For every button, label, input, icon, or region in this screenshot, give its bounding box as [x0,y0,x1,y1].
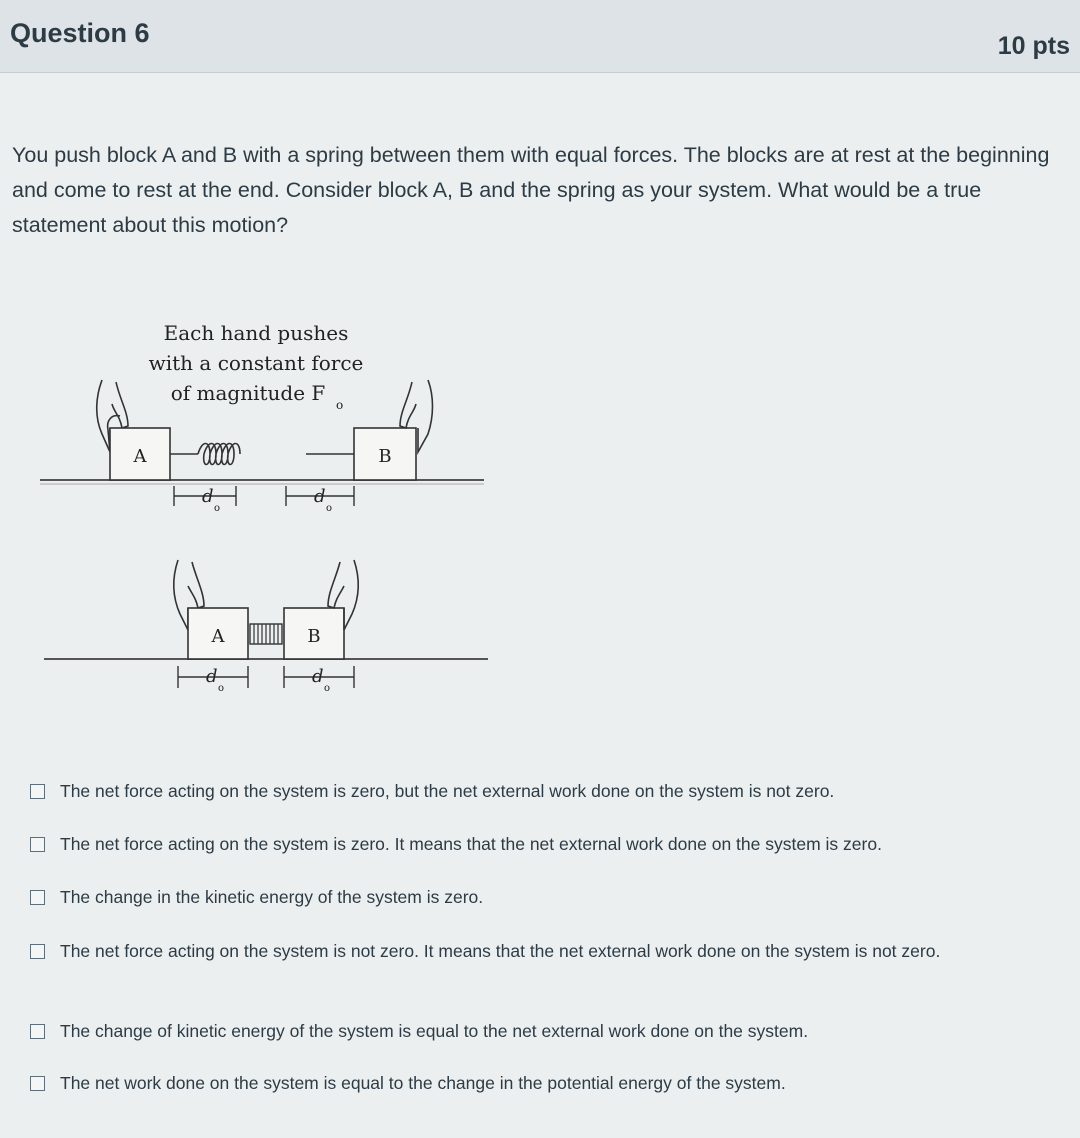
answer-label-2: The net force acting on the system is zero. It means that the net external work done on the system is zero. [60,834,882,854]
answer-option-2[interactable] [30,833,882,855]
figure-caption-line1: Each hand pushes [163,321,349,345]
answer-label-4: The net force acting on the system is not zero. It means that the net external work done on the system is not zero. [60,941,941,961]
figure-caption-line3: of magnitude F [170,381,326,405]
checkbox-5[interactable] [30,1024,45,1039]
question-text: You push block A and B with a spring between them with equal forces. The blocks are at rest at the beginning and come to rest at the end. Consider block A, B and the spring as your system. What would be a true statement about this motion? [12,143,1050,237]
answer-label-5: The change of kinetic energy of the system is equal to the net external work done on the system. [60,1021,809,1041]
distance-sub-bottom-left: o [218,683,225,694]
block-a-bottom-label: A [211,626,225,647]
distance-label-bottom-right: d [312,666,324,687]
answer-option-4[interactable] [30,940,1050,962]
distance-label-top-right: d [314,486,326,507]
answer-label-6: The net work done on the system is equal to the change in the potential energy of the system. [60,1073,786,1093]
figure-caption-line2: with a constant force [148,351,364,375]
spring-blocks-figure [36,316,496,706]
answer-option-6[interactable] [30,1072,786,1094]
checkbox-1[interactable] [30,784,45,799]
answer-option-3[interactable] [30,886,483,908]
distance-sub-bottom-right: o [324,683,331,694]
distance-sub-top-left: o [214,503,221,514]
distance-label-bottom-left: d [206,666,218,687]
block-b-top-label: B [378,446,392,467]
checkbox-4[interactable] [30,944,45,959]
answer-label-3: The change in the kinetic energy of the system is zero. [60,887,484,907]
question-points: 10 pts [997,32,1070,60]
answer-label-1: The net force acting on the system is zero, but the net external work done on the system is not zero. [60,781,835,801]
spring-extended [198,444,240,465]
checkbox-2[interactable] [30,837,45,852]
answer-option-5[interactable] [30,1020,808,1042]
checkbox-6[interactable] [30,1076,45,1091]
checkbox-3[interactable] [30,890,45,905]
block-a-top-label: A [133,446,147,467]
answer-option-1[interactable] [30,780,834,802]
question-title: Question 6 [10,18,150,48]
question-header [0,0,1080,73]
figure-caption-sub: o [336,398,344,412]
distance-label-top-left: d [202,486,214,507]
physics-diagram [36,316,496,706]
block-b-bottom-label: B [307,626,321,647]
distance-sub-top-right: o [326,503,333,514]
